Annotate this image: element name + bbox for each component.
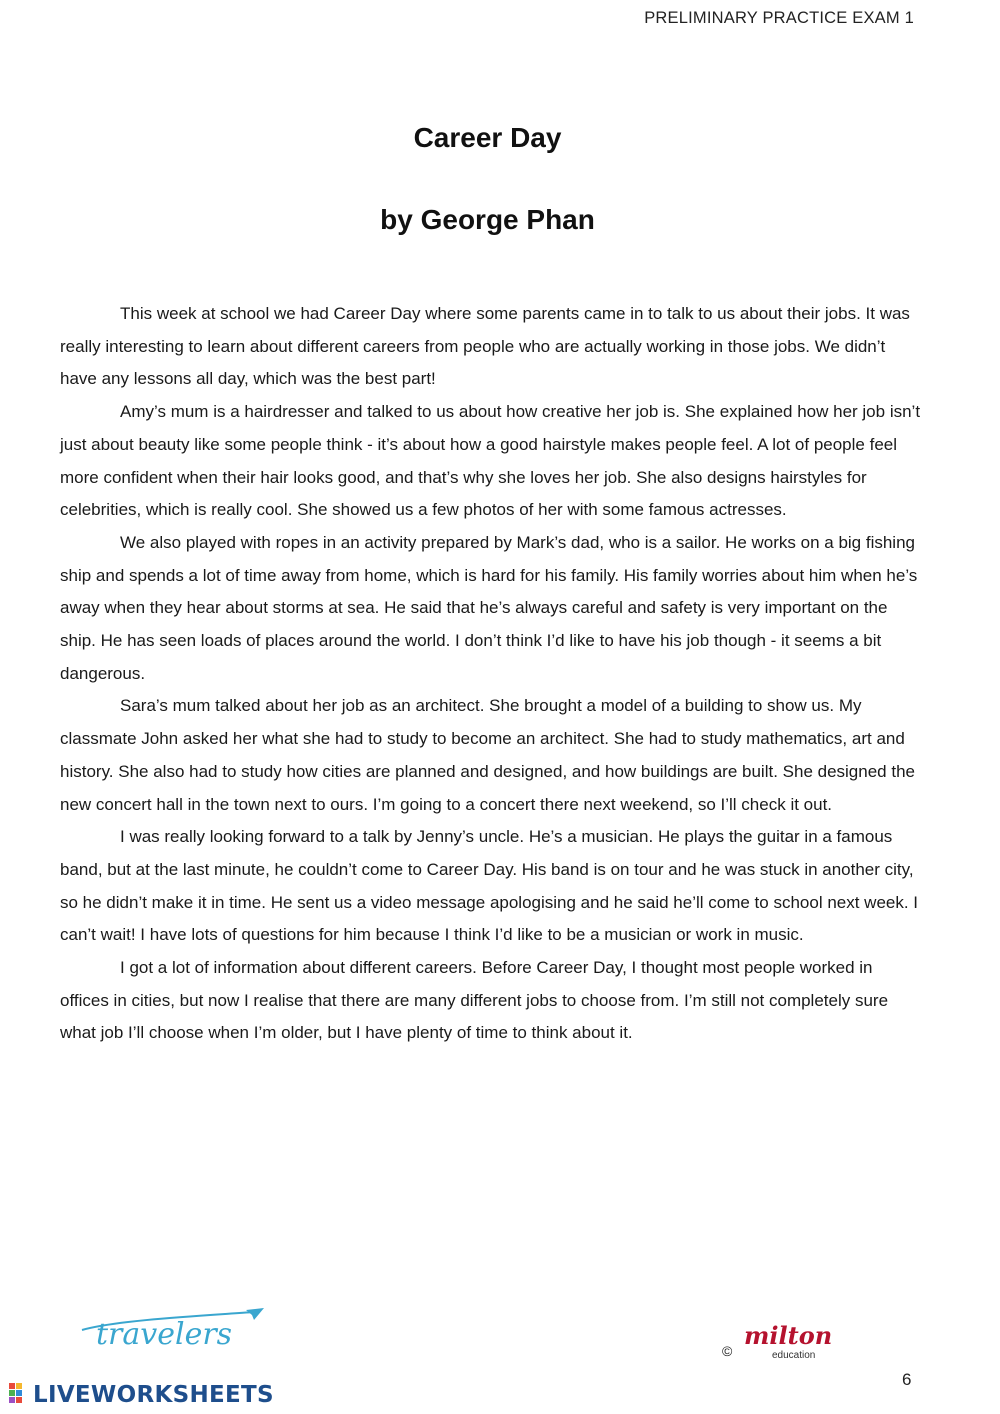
page-number: 6 bbox=[902, 1370, 912, 1389]
liveworksheets-brand bbox=[8, 1380, 274, 1410]
paragraph: Sara’s mum talked about her job as an architect. She brought a model of a building to show us. My classmate John asked her what she had to study to become an architect. She had to study mathematics, art and history. She also had to study how cities are planned and designed, and how buildings are built. She designed the new concert hall in the town next to ours. I’m going to a concert there next weekend, so I’ll check it out. bbox=[60, 696, 915, 814]
article-byline: by George Phan bbox=[380, 204, 595, 235]
travelers-logo-text: travelers bbox=[96, 1317, 233, 1352]
paragraph: This week at school we had Career Day where some parents came in to talk to us about their jobs. It was really interesting to learn about different careers from people who are actually working in those jobs. We didn’t have any lessons all day, which was the best part! bbox=[60, 304, 910, 389]
travelers-logo bbox=[78, 1306, 268, 1362]
paragraph: I got a lot of information about different careers. Before Career Day, I thought most people worked in offices in cities, but now I realise that there are many different jobs to choose from. I’m still not completely sure what job I’ll choose when I’m older, but I have plenty of time to think about it. bbox=[60, 958, 889, 1043]
exam-header-label: PRELIMINARY PRACTICE EXAM 1 bbox=[644, 9, 914, 27]
milton-logo-subtext: education bbox=[772, 1350, 816, 1361]
paragraph: I was really looking forward to a talk by Jenny’s uncle. He’s a musician. He plays the guitar in a famous band, but at the last minute, he couldn’t come to Career Day. His band is on tour and he was stuck in another city, so he didn’t make it in time. He sent us a video message apologising and he said he’ll come to school next week. I can’t wait! I have lots of questions for him because I think I’d like to be a musician or work in music. bbox=[60, 827, 919, 945]
paragraph: Amy’s mum is a hairdresser and talked to us about how creative her job is. She explained how her job isn’t just about beauty like some people think - it’s about how a good hairstyle makes people feel. A lot of people feel more confident when their hair looks good, and that’s why she loves her job. She also designs hairstyles for celebrities, which is really cool. She showed us a few photos of her with some famous actresses. bbox=[60, 402, 921, 520]
paragraph: We also played with ropes in an activity prepared by Mark’s dad, who is a sailor. He works on a big fishing ship and spends a lot of time away from home, which is hard for his family. His family worries about him when he’s away when they hear about storms at sea. He said that he’s always careful and safety is very important on the ship. He has seen loads of places around the world. I don’t think I’d like to have his job though - it seems a bit dangerous. bbox=[60, 532, 918, 683]
milton-logo bbox=[722, 1318, 832, 1364]
milton-logo-text: milton bbox=[744, 1321, 832, 1350]
article-title: Career Day bbox=[413, 122, 562, 153]
liveworksheets-icon bbox=[8, 1382, 30, 1408]
article-body bbox=[60, 298, 924, 1050]
copyright-symbol: © bbox=[722, 1343, 733, 1359]
paper-plane-icon bbox=[246, 1308, 264, 1320]
liveworksheets-label[interactable]: LIVEWORKSHEETS bbox=[33, 1382, 274, 1408]
